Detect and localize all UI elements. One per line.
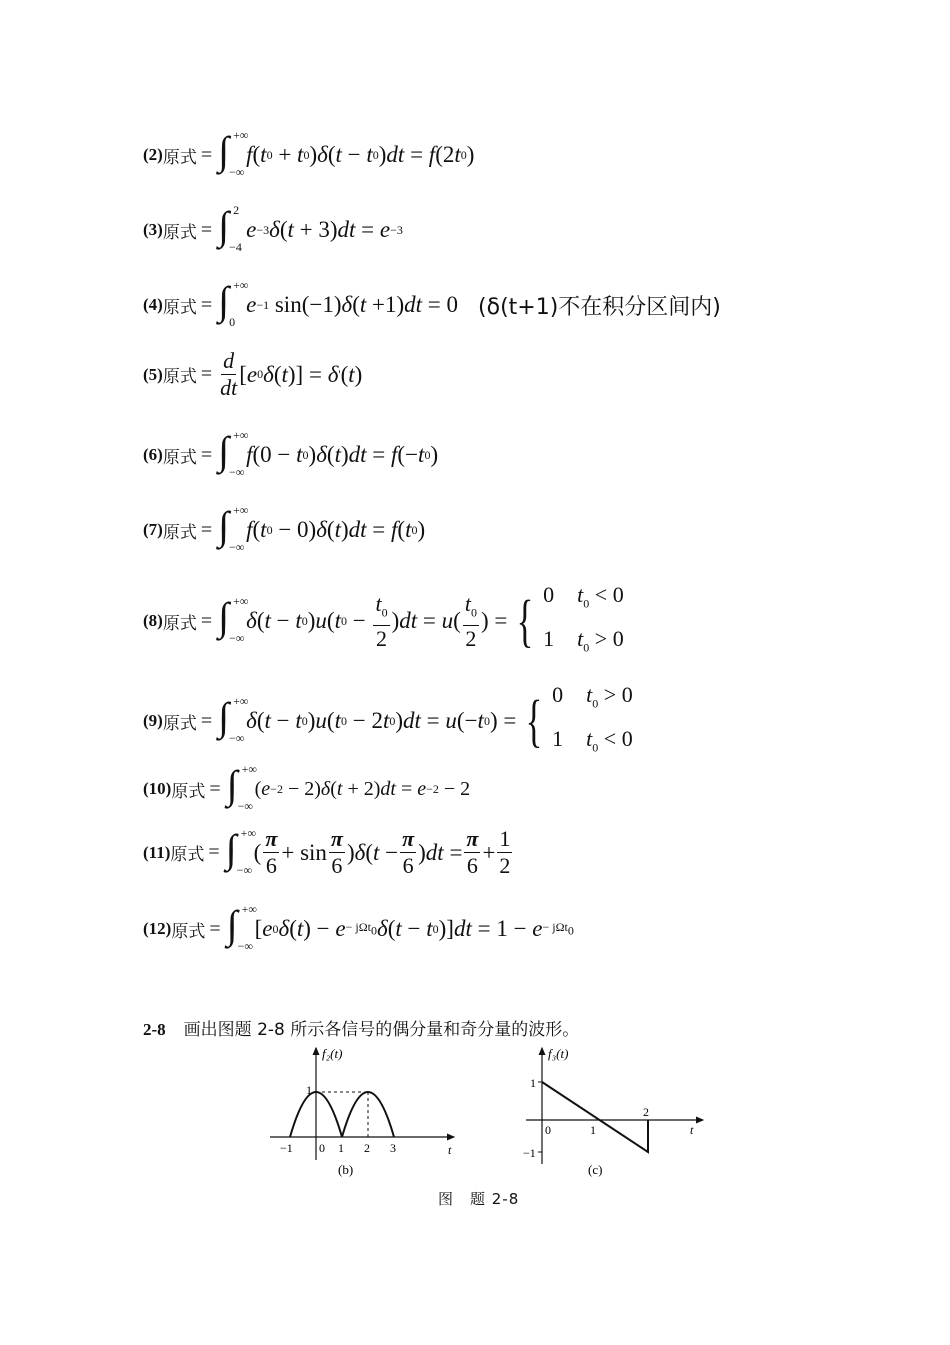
equation-3 <box>143 203 403 254</box>
x-label: t <box>690 1123 694 1137</box>
eq-note: (δ(t+1)不在积分区间内) <box>478 294 721 320</box>
eq-prefix: 原式 <box>162 147 197 168</box>
eq-label: (7) <box>143 520 163 539</box>
eq-body: ∫ +∞ −∞ δ ( t − t 0 ) u ( t 0 − $\frac{t_0}{2}$ ) dt = u ( $\frac{t_0}{2}$ ) = { 0 $t_0 < 0$ 1 $t_0 > 0$ <box>218 582 624 655</box>
eq-label: (5) <box>143 364 163 384</box>
eq-body: ∫ +∞ 0 e −1 sin(−1) δ ( t +1) dt = 0 <box>218 278 459 329</box>
x-label: t <box>448 1143 452 1157</box>
figure-c-caption: (c) <box>588 1162 603 1177</box>
equation-10 <box>143 762 471 813</box>
equation-12 <box>143 902 574 953</box>
equation-8 <box>143 577 624 666</box>
eq-sign: = <box>209 917 221 940</box>
eq-prefix: 原式 <box>162 713 197 734</box>
eq-prefix: 原式 <box>162 367 197 387</box>
figure-caption: 图 题 2-8 <box>438 1190 520 1208</box>
y-label: f₂(t) <box>322 1046 343 1061</box>
eq-prefix: 原式 <box>162 297 197 318</box>
x-tick: −1 <box>280 1141 293 1155</box>
eq-body: ∫ +∞ −∞ f ( t 0 − 0) δ ( t ) dt = f ( t 0 ) <box>218 503 426 554</box>
eq-body: ∫ +∞ −∞ ( e −2 − 2) δ ( t + 2) dt = e −2 − 2 <box>226 762 471 813</box>
eq-sign: = <box>200 293 213 316</box>
eq-prefix: 原式 <box>171 781 206 802</box>
eq-sign: = <box>200 709 213 732</box>
eq-prefix: 原式 <box>162 222 197 243</box>
eq-label: (3) <box>143 220 163 239</box>
equation-9 <box>143 677 633 766</box>
y-tick: −1 <box>523 1146 536 1160</box>
y-tick: 1 <box>530 1076 536 1090</box>
eq-body: ∫ +∞ −∞ [ e 0 δ ( t ) − e − jΩt$_0$ δ ( t − t 0 )] dt = 1 − e − jΩt$_0$ <box>226 902 574 953</box>
eq-label: (2) <box>143 145 163 164</box>
equation-2 <box>143 128 475 179</box>
eq-body: ∫ +∞ −∞ f ( t 0 + t 0 ) δ ( t − t 0 ) dt = f (2 t 0 ) <box>218 128 475 179</box>
y-tick-1: 1 <box>306 1083 312 1097</box>
problem-text: 画出图题 2-8 所示各信号的偶分量和奇分量的波形。 <box>183 1020 580 1040</box>
x-tick: 0 <box>319 1141 325 1155</box>
eq-label: (10) <box>143 779 172 798</box>
eq-sign: = <box>200 143 213 166</box>
eq-sign: = <box>200 609 213 632</box>
eq-sign: = <box>200 218 213 241</box>
x-tick: 2 <box>643 1105 649 1119</box>
signal-line <box>542 1082 648 1152</box>
eq-sign: = <box>200 363 213 385</box>
eq-label: (11) <box>143 842 171 862</box>
equation-6 <box>143 428 439 479</box>
problem-number: 2-8 <box>143 1020 166 1039</box>
eq-prefix: 原式 <box>162 522 197 543</box>
x-tick: 0 <box>545 1123 551 1137</box>
figure-b <box>262 1042 462 1182</box>
eq-body: $\frac{d}{dt}$ [ e 0 δ ( t )] = δ ' ( t ) <box>220 348 363 400</box>
equation-4 <box>143 278 721 329</box>
eq-prefix: 原式 <box>170 845 205 865</box>
eq-body: ∫ +∞ −∞ ( $\frac{\pi}{6}$ + sin $\frac{\pi}{6}$ ) δ ( t − $\frac{\pi}{6}$ ) dt = $\frac{\pi}{6}$ + $\frac{1}{2}$ <box>225 825 511 878</box>
x-tick: 1 <box>590 1123 596 1137</box>
eq-body: ∫ 2 −4 e −3 δ ( t + 3) dt = e −3 <box>218 203 403 254</box>
eq-sign: = <box>209 777 221 800</box>
eq-label: (8) <box>143 611 163 631</box>
eq-label: (6) <box>143 445 163 464</box>
eq-sign: = <box>200 518 213 541</box>
x-tick: 3 <box>390 1141 396 1155</box>
equation-5 <box>143 348 362 401</box>
y-label: f₃(t) <box>548 1046 569 1061</box>
equation-11 <box>143 826 514 879</box>
eq-body: ∫ +∞ −∞ f (0 − t 0 ) δ ( t ) dt = f (− t 0 ) <box>218 428 439 479</box>
eq-prefix: 原式 <box>171 921 206 942</box>
eq-prefix: 原式 <box>162 447 197 468</box>
eq-label: (12) <box>143 919 172 938</box>
figure-c <box>518 1042 718 1182</box>
eq-label: (9) <box>143 711 163 731</box>
figure-b-caption: (b) <box>338 1162 354 1177</box>
eq-body: ∫ +∞ −∞ δ ( t − t 0 ) u ( t 0 − 2 t 0 ) dt = u (− t 0 ) = { 0 $t_0 > 0$ 1 $t_0 < 0$ <box>218 682 633 755</box>
eq-label: (4) <box>143 295 163 314</box>
eq-prefix: 原式 <box>162 613 197 634</box>
x-tick: 1 <box>338 1141 344 1155</box>
equation-7 <box>143 503 426 554</box>
problem-statement <box>143 1015 579 1040</box>
eq-sign: = <box>200 443 213 466</box>
eq-sign: = <box>208 841 220 863</box>
x-tick: 2 <box>364 1141 370 1155</box>
